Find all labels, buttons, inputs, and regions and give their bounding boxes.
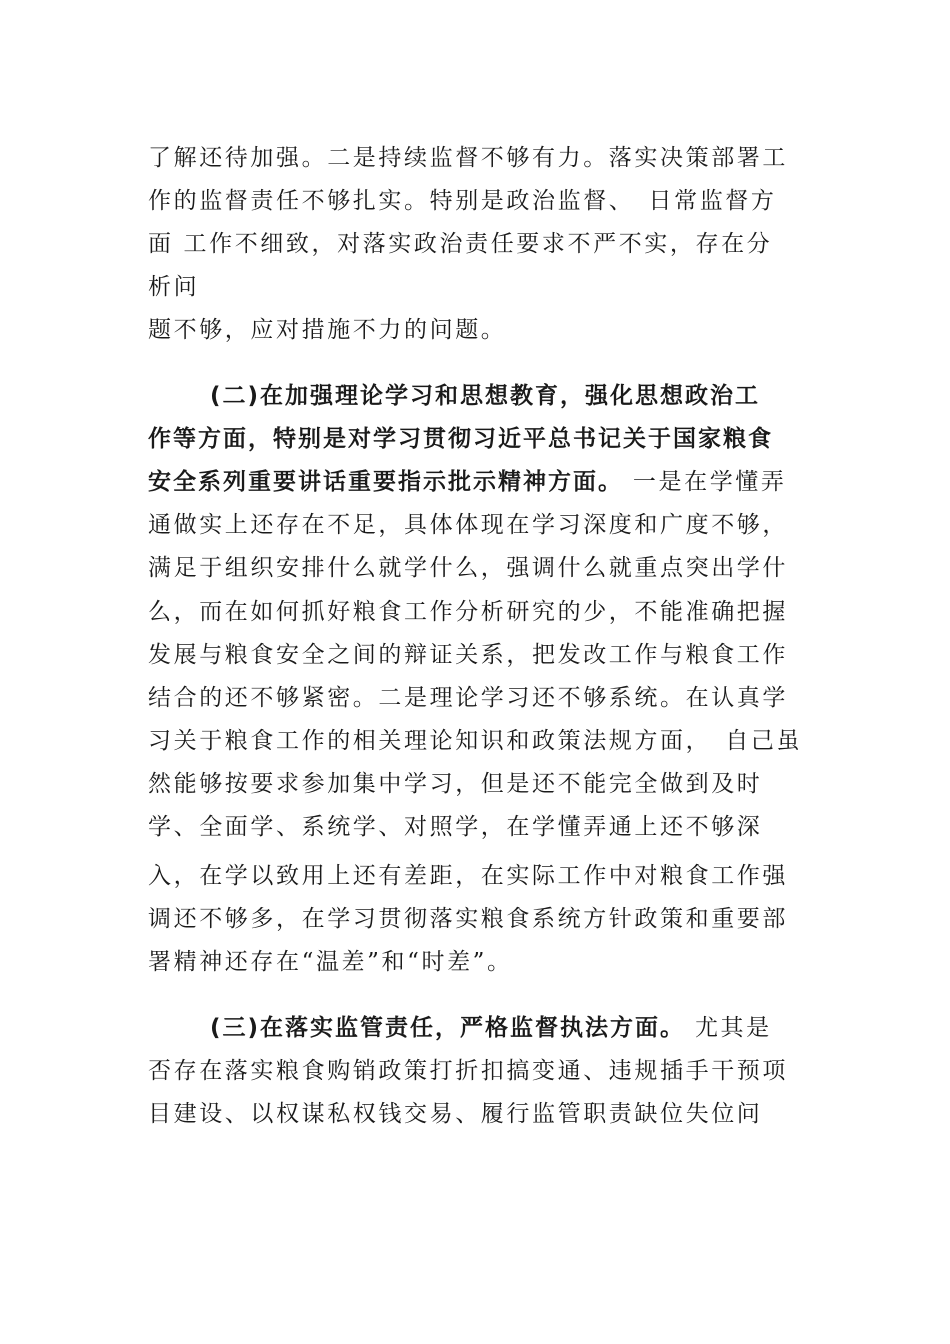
- section-2-body-line-7: 习关于粮食工作的相关理论知识和政策法规方面， 自己虽: [148, 728, 803, 754]
- section-2-body-line-11: 调还不够多，在学习贯彻落实粮食系统方针政策和重要部: [148, 906, 788, 932]
- section-2-body-line-12: 署精神还存在“温差”和“时差”。: [148, 949, 513, 975]
- section-2-heading-line-3: 安全系列重要讲话重要指示批示精神方面。: [148, 469, 623, 495]
- section-2-body-line-2: 通做实上还存在不足，具体体现在学习深度和广度不够，: [148, 512, 788, 538]
- section-2-body-line-6: 结合的还不够紧密。二是理论学习还不够系统。在认真学: [148, 685, 788, 711]
- section-3-body-line-2: 否存在落实粮食购销政策打折扣搞变通、违规插手干预项: [148, 1058, 788, 1084]
- section-3-heading: (三)在落实监管责任，严格监督执法方面。: [210, 1015, 686, 1041]
- section-2-body-line-4: 么，而在如何抓好粮食工作分析研究的少，不能准确把握: [148, 599, 788, 625]
- section-3-line-1: [210, 1013, 772, 1043]
- paragraph-1-line-5: 题不够，应对措施不力的问题。: [148, 317, 507, 343]
- paragraph-1-line-4: 析问: [148, 274, 200, 300]
- section-2-heading-line-1: (二)在加强理论学习和思想教育，强化思想政治工: [210, 383, 761, 409]
- section-2-heading-line-2: 作等方面，特别是对学习贯彻习近平总书记关于国家粮食: [148, 426, 773, 452]
- section-2-body-line-1: 一是在学懂弄: [623, 469, 787, 495]
- section-2-line-3: [148, 467, 787, 497]
- paragraph-1-line-3: 面 工作不细致，对落实政治责任要求不严不实，存在分: [148, 231, 773, 257]
- section-3-body-line-3: 目建设、以权谋私权钱交易、履行监管职责缺位失位问: [148, 1101, 763, 1127]
- paragraph-1-line-2: 作的监督责任不够扎实。特别是政治监督、 日常监督方: [148, 188, 777, 214]
- section-2-body-line-10: 入，在学以致用上还有差距，在实际工作中对粮食工作强: [148, 863, 788, 889]
- section-2-body-line-3: 满足于组织安排什么就学什么，强调什么就重点突出学什: [148, 555, 788, 581]
- paragraph-1-line-1: 了解还待加强。二是持续监督不够有力。落实决策部署工: [148, 145, 788, 171]
- section-2-body-line-8: 然能够按要求参加集中学习，但是还不能完全做到及时: [148, 771, 763, 797]
- section-3-body-line-1: 尤其是: [685, 1015, 772, 1041]
- section-2-body-line-5: 发展与粮食安全之间的辩证关系，把发改工作与粮食工作: [148, 642, 788, 668]
- section-2-body-line-9: 学、全面学、系统学、对照学，在学懂弄通上还不够深: [148, 814, 763, 840]
